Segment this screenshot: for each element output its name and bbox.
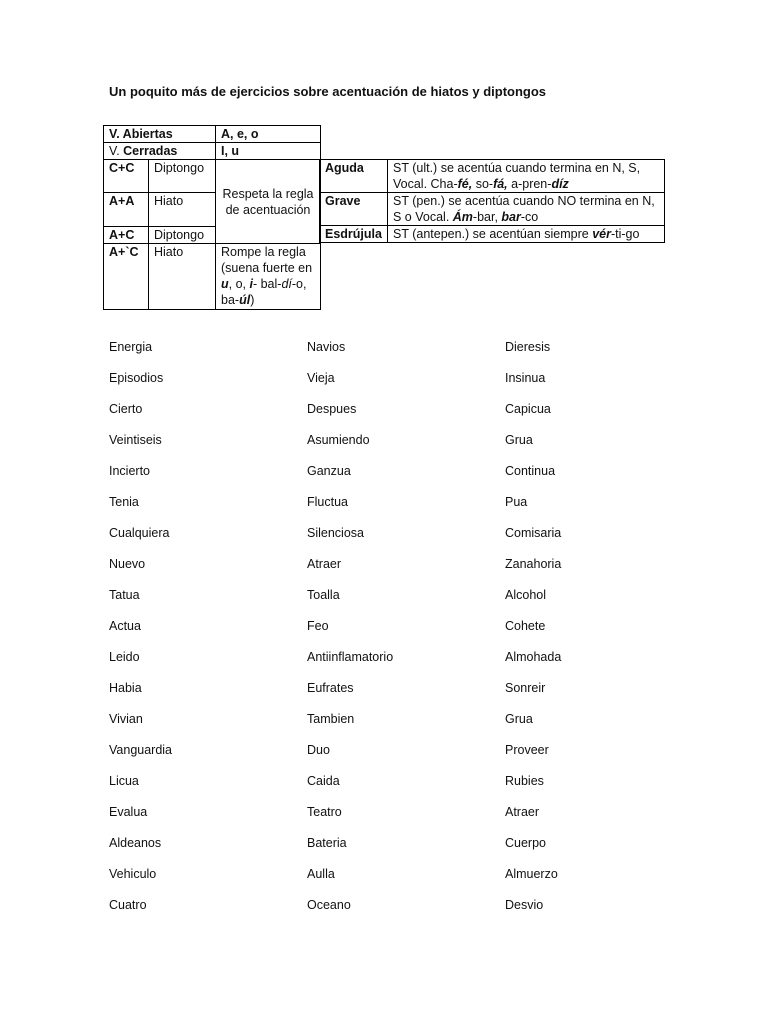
table-row (320, 226, 665, 243)
word-row (109, 462, 669, 493)
exercise-word: Cualquiera (109, 526, 170, 540)
stress-rules-table (319, 159, 665, 243)
exercise-word: Oceano (307, 898, 351, 912)
exercise-word: Vieja (307, 371, 335, 385)
stress-name: Aguda (320, 160, 388, 193)
word-row (109, 679, 669, 710)
exercise-word: Continua (505, 464, 556, 478)
exercise-word: Insinua (505, 371, 546, 385)
exercise-word: Teatro (307, 805, 342, 819)
exercise-word: Aldeanos (109, 836, 162, 850)
exercise-word: Proveer (505, 743, 549, 757)
word-row (109, 586, 669, 617)
word-row (109, 896, 669, 927)
table-row (320, 160, 665, 193)
exercise-word: Cohete (505, 619, 546, 633)
table-row (320, 193, 665, 226)
exercise-word: Bateria (307, 836, 347, 850)
exercise-word: Vehiculo (109, 867, 157, 881)
exercise-word: Duo (307, 743, 330, 757)
exercise-word: Grua (505, 712, 533, 726)
exercise-word: Actua (109, 619, 141, 633)
exercise-word: Caida (307, 774, 340, 788)
exercise-word: Evalua (109, 805, 148, 819)
exercise-word: Veintiseis (109, 433, 162, 447)
stress-rule: ST (antepen.) se acentúan siempre vér-ti-go (388, 226, 665, 243)
word-row (109, 648, 669, 679)
exercise-word: Tambien (307, 712, 355, 726)
exercise-word: Cuatro (109, 898, 147, 912)
exercise-word: Fluctua (307, 495, 348, 509)
exercise-word: Eufrates (307, 681, 354, 695)
exercise-word: Licua (109, 774, 139, 788)
exercise-word: Grua (505, 433, 533, 447)
word-row (109, 493, 669, 524)
word-row (109, 834, 669, 865)
exercise-word: Cierto (109, 402, 143, 416)
rule-rompe: Rompe la regla (suena fuerte en u, o, i- bal-dí-o, ba-úl) (216, 244, 321, 310)
word-row (109, 431, 669, 462)
exercise-word: Despues (307, 402, 357, 416)
combo-type: Diptongo (149, 227, 216, 244)
vowel-combination-table (103, 125, 321, 310)
exercise-word: Vanguardia (109, 743, 173, 757)
rule-respeta: Respeta la regla de acentuación (216, 160, 321, 244)
combo-type: Hiato (149, 244, 216, 310)
word-list (109, 338, 669, 927)
exercise-word: Alcohol (505, 588, 546, 602)
exercise-word: Almuerzo (505, 867, 558, 881)
combo-type: Hiato (149, 193, 216, 227)
exercise-word: Leido (109, 650, 140, 664)
exercise-word: Energia (109, 340, 153, 354)
word-row (109, 400, 669, 431)
exercise-word: Asumiendo (307, 433, 370, 447)
word-row (109, 524, 669, 555)
exercise-word: Toalla (307, 588, 340, 602)
combo-code: A+A (104, 193, 149, 227)
combo-code: C+C (104, 160, 149, 193)
exercise-word: Incierto (109, 464, 150, 478)
exercise-word: Capicua (505, 402, 551, 416)
table-row (104, 126, 321, 143)
exercise-word: Habia (109, 681, 142, 695)
exercise-word: Sonreir (505, 681, 546, 695)
cerradas-value: I, u (216, 143, 321, 160)
table-row (104, 244, 321, 310)
exercise-word: Silenciosa (307, 526, 364, 540)
exercise-word: Rubies (505, 774, 544, 788)
exercise-word: Atraer (307, 557, 342, 571)
stress-name: Grave (320, 193, 388, 226)
exercise-word: Almohada (505, 650, 562, 664)
exercise-word: Cuerpo (505, 836, 546, 850)
word-row (109, 741, 669, 772)
exercise-word: Feo (307, 619, 329, 633)
exercise-word: Ganzua (307, 464, 351, 478)
exercise-word: Vivian (109, 712, 143, 726)
exercise-word: Episodios (109, 371, 164, 385)
table-row (104, 160, 321, 193)
exercise-word: Aulla (307, 867, 335, 881)
word-row (109, 617, 669, 648)
exercise-word: Atraer (505, 805, 540, 819)
combo-code: A+`C (104, 244, 149, 310)
exercise-word: Dieresis (505, 340, 551, 354)
word-row (109, 803, 669, 834)
combo-code: A+C (104, 227, 149, 244)
abiertas-value: A, e, o (216, 126, 321, 143)
exercise-word: Pua (505, 495, 528, 509)
exercise-word: Nuevo (109, 557, 146, 571)
exercise-word: Desvio (505, 898, 544, 912)
exercise-word: Navios (307, 340, 346, 354)
word-row (109, 710, 669, 741)
exercise-word: Zanahoria (505, 557, 562, 571)
cerradas-label: V. Cerradas (104, 143, 216, 160)
stress-rule: ST (pen.) se acentúa cuando NO termina en N, S o Vocal. Ám-bar, bar-co (388, 193, 665, 226)
word-row (109, 772, 669, 803)
abiertas-label: V. Abiertas (104, 126, 216, 143)
exercise-word: Comisaria (505, 526, 562, 540)
table-row (104, 143, 321, 160)
exercise-word: Tatua (109, 588, 140, 602)
exercise-word: Antiinflamatorio (307, 650, 394, 664)
page-title: Un poquito más de ejercicios sobre acentuación de hiatos y diptongos (109, 84, 547, 99)
stress-name: Esdrújula (320, 226, 388, 243)
word-row (109, 338, 669, 369)
combo-type: Diptongo (149, 160, 216, 193)
word-row (109, 865, 669, 896)
word-row (109, 369, 669, 400)
word-row (109, 555, 669, 586)
exercise-word: Tenia (109, 495, 139, 509)
stress-rule: ST (ult.) se acentúa cuando termina en N, S, Vocal. Cha-fé, so-fá, a-pren-díz (388, 160, 665, 193)
